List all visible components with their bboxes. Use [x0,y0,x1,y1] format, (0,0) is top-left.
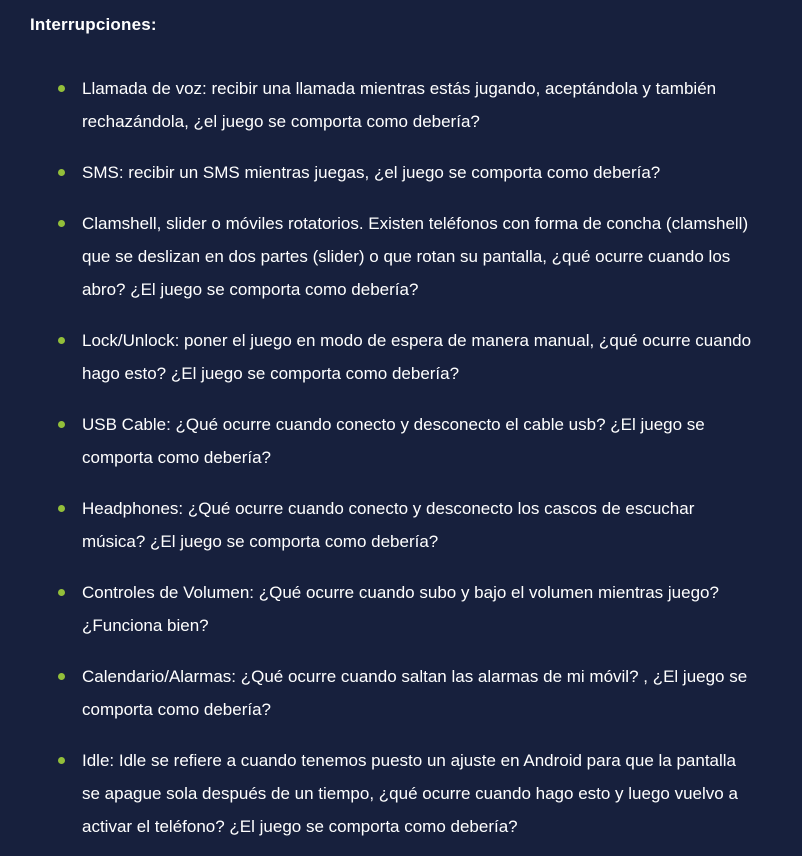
bullet-icon [58,220,65,227]
list-item-text: SMS: recibir un SMS mientras juegas, ¿el juego se comporta como debería? [82,163,661,182]
list-item-text: Clamshell, slider o móviles rotatorios. Existen teléfonos con forma de concha (clamshell) que se deslizan en dos partes (slider) o que rotan su pantalla, ¿qué ocurre cuando los abro? ¿El juego se comporta como debería? [82,214,749,299]
list-item [30,744,757,843]
bullet-icon [58,85,65,92]
list-item-text: Lock/Unlock: poner el juego en modo de espera de manera manual, ¿qué ocurre cuando hago esto? ¿El juego se comporta como debería? [82,331,752,383]
interruptions-list [30,72,757,843]
list-item [30,492,757,558]
list-item [30,660,757,726]
list-item-text: USB Cable: ¿Qué ocurre cuando conecto y desconecto el cable usb? ¿El juego se comporta como debería? [82,415,705,467]
list-item [30,324,757,390]
bullet-icon [58,673,65,680]
list-item [30,576,757,642]
bullet-icon [58,757,65,764]
bullet-icon [58,169,65,176]
list-item [30,408,757,474]
list-item-text: Headphones: ¿Qué ocurre cuando conecto y desconecto los cascos de escuchar música? ¿El juego se comporta como debería? [82,499,695,551]
list-item [30,72,757,138]
list-item [30,156,757,189]
bullet-icon [58,337,65,344]
bullet-icon [58,421,65,428]
bullet-icon [58,589,65,596]
list-item-text: Controles de Volumen: ¿Qué ocurre cuando subo y bajo el volumen mientras juego? ¿Funciona bien? [82,583,719,635]
list-item-text: Calendario/Alarmas: ¿Qué ocurre cuando saltan las alarmas de mi móvil? , ¿El juego se comporta como debería? [82,667,748,719]
list-item-text: Llamada de voz: recibir una llamada mientras estás jugando, aceptándola y también rechazándola, ¿el juego se comporta como debería? [82,79,717,131]
section-heading: Interrupciones: [30,15,157,34]
list-item-text: Idle: Idle se refiere a cuando tenemos puesto un ajuste en Android para que la pantalla se apague sola después de un tiempo, ¿qué ocurre cuando hago esto y luego vuelvo a activar el teléfono? ¿El juego se comporta como debería? [82,751,738,836]
bullet-icon [58,505,65,512]
list-item [30,207,757,306]
